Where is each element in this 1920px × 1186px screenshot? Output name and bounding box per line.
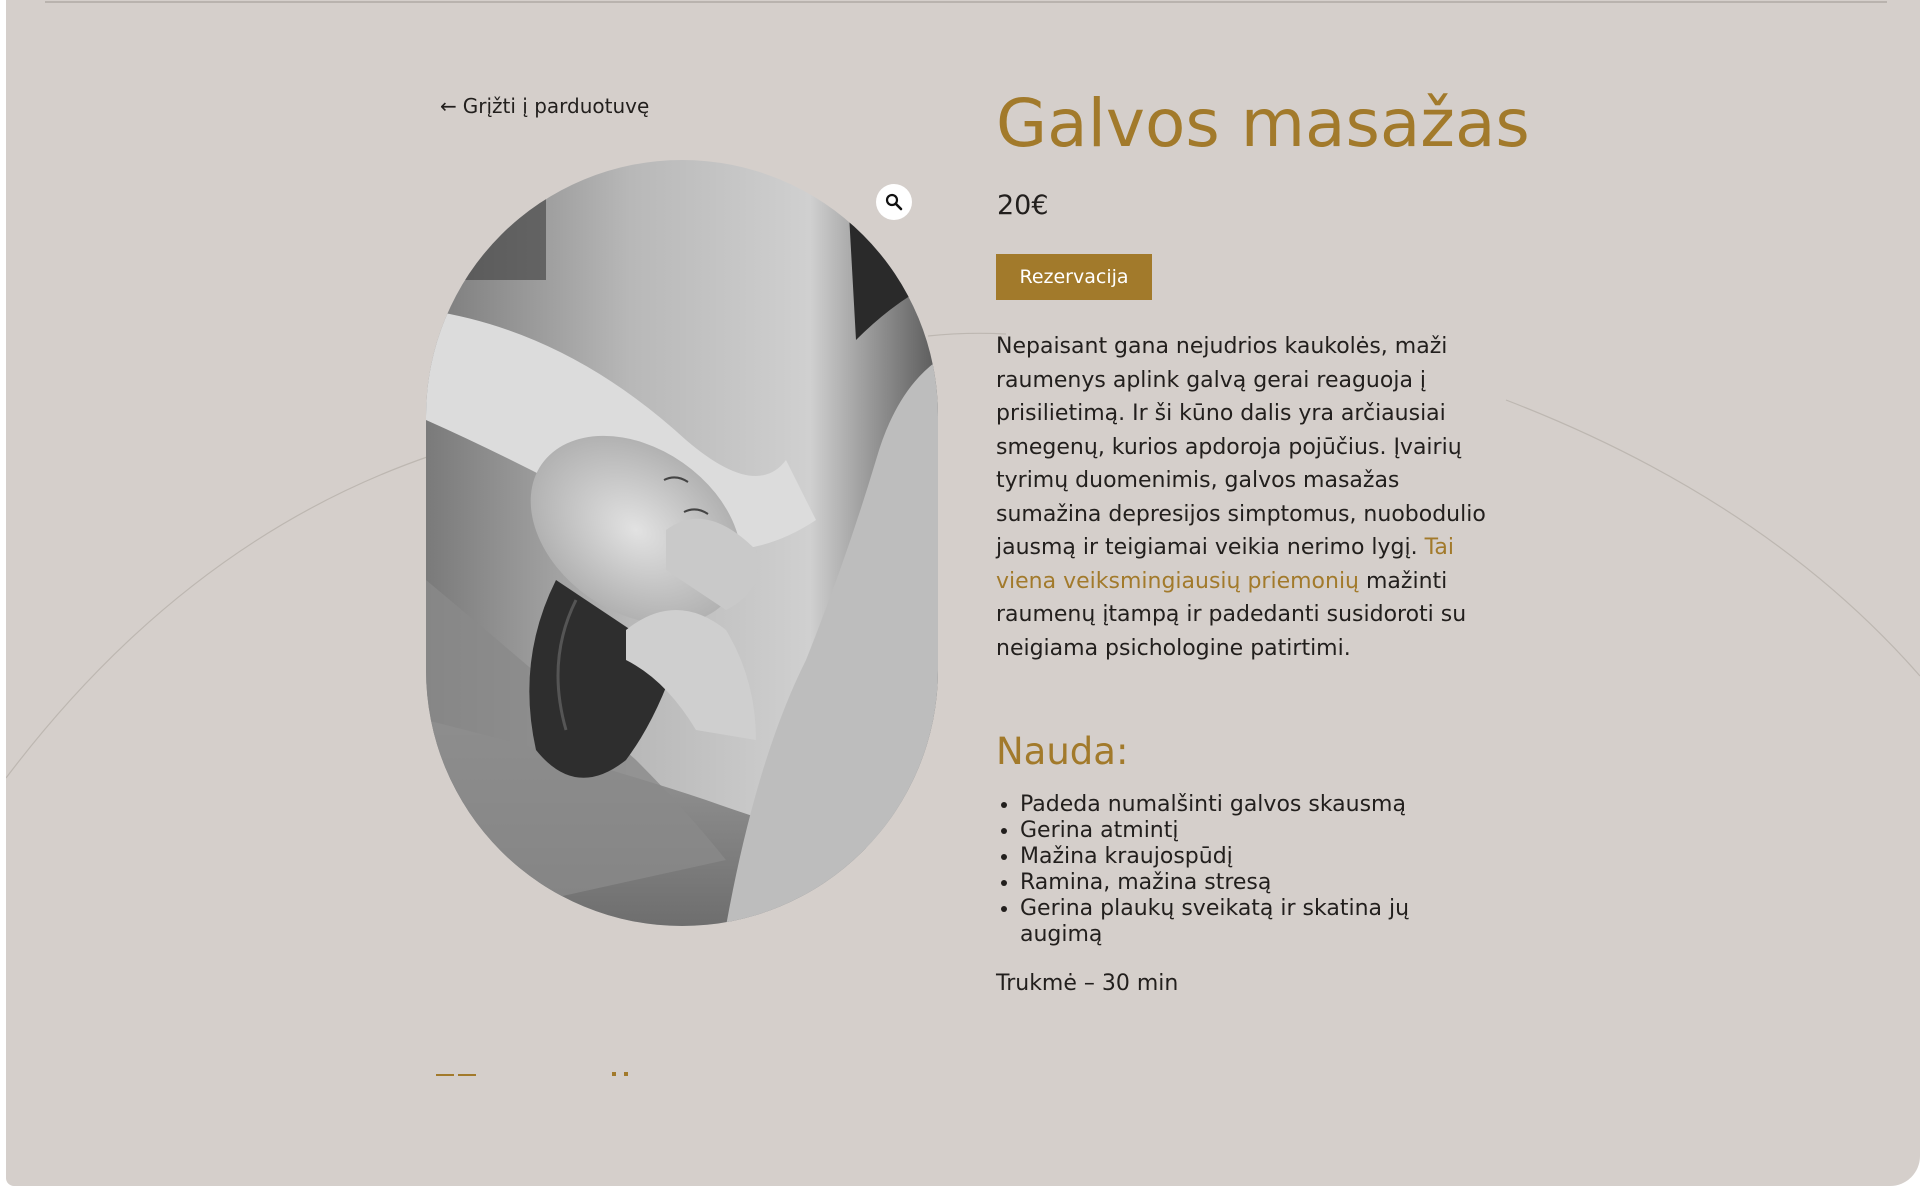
list-item: • Ramina, mažina stresą — [1020, 870, 1490, 896]
list-item: • Padeda numalšinti galvos skausmą — [1020, 792, 1490, 818]
description-link[interactable]: Tai viena veiksmingiausių priemonių — [996, 535, 1455, 594]
product-page — [6, 0, 1920, 1186]
list-item: • Mažina kraujospūdį — [1020, 844, 1490, 870]
duration-text: Trukmė – 30 min — [996, 971, 1179, 996]
description-text-start: Nepaisant gana nejudrios kaukolės, maži raumenys aplink galvą gerai reaguoja į prisilietimą. Ir ši kūno dalis yra arčiausiai smegenų, kurios apdoroja pojūčius. Įvairių tyrimų duomenimis, galvos masažas sumažina depresijos simptomus, nuobodulio jausmą ir teigiamai veikia nerimo lygį. — [996, 334, 1486, 560]
clipped-heading-fragment — [436, 1072, 636, 1076]
list-item: • Gerina atmintį — [1020, 818, 1490, 844]
benefits-heading: Nauda: — [996, 730, 1129, 773]
product-description — [996, 330, 1511, 665]
back-to-shop-link[interactable] — [440, 94, 649, 118]
product-image[interactable] — [426, 160, 938, 926]
list-item: • Gerina plaukų sveikatą ir skatina jų augimą — [1020, 896, 1490, 948]
zoom-button[interactable] — [876, 184, 912, 220]
back-to-shop-label: Grįžti į parduotuvę — [462, 94, 650, 118]
product-title: Galvos masažas — [996, 85, 1530, 162]
product-price: 20€ — [997, 190, 1049, 221]
background-arcs — [6, 0, 1920, 1186]
magnifier-icon — [885, 193, 903, 211]
arrow-left-icon: ← — [440, 94, 457, 118]
benefits-list — [996, 792, 1490, 948]
reservation-button[interactable]: Rezervacija — [996, 254, 1152, 300]
massage-photo — [426, 160, 938, 926]
description-text-end: mažinti raumenų įtampą ir padedanti susidoroti su neigiama psichologine patirtimi. — [996, 568, 1467, 661]
